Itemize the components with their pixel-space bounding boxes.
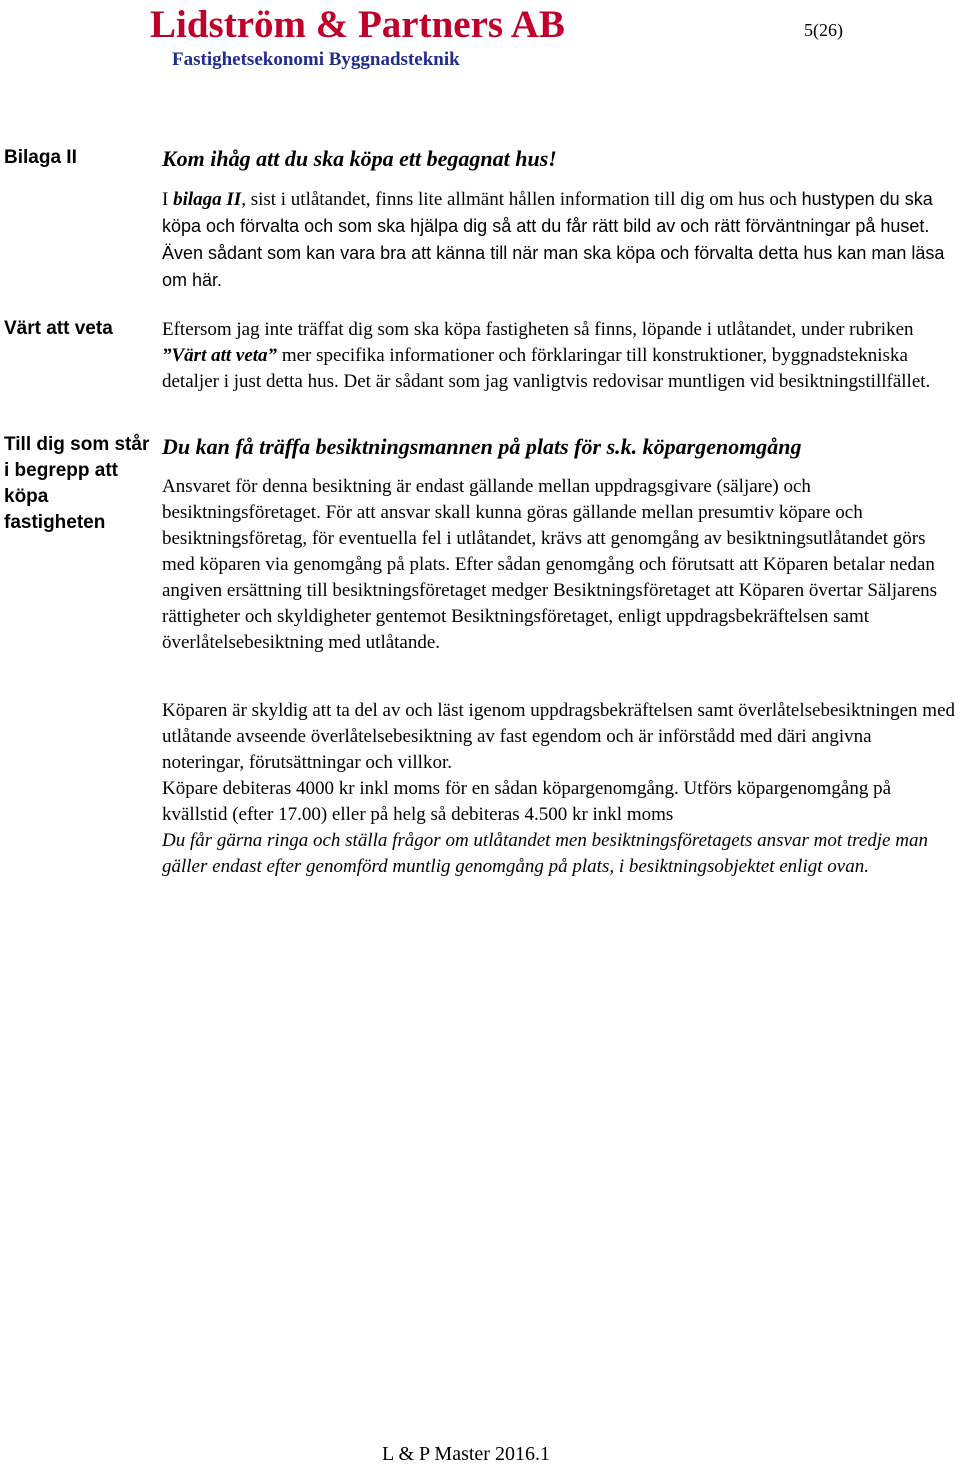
sidebar-label-vart-att-veta: Värt att veta <box>4 318 113 339</box>
paragraph-ansvar <box>162 474 956 656</box>
section-heading-begagnat-hus: Kom ihåg att du ska köpa ett begagnat hus! <box>162 146 557 171</box>
company-name: Lidström & Partners AB <box>150 3 565 46</box>
sidebar-label-till-dig: Till dig som står i begrepp att köpa fastigheten <box>4 434 150 533</box>
footer-master-version: L & P Master 2016.1 <box>382 1443 550 1465</box>
paragraph-ring-fragor: Du får gärna ringa och ställa frågor om utlåtandet men besiktningsföretagets ansvar mot tredje man gäller endast efter genomförd muntlig genomgång på plats, i besiktningsobjektet enligt ovan. <box>162 830 928 877</box>
paragraph-vart-att-veta-post: mer specifika informationer och förklaringar till konstruktioner, byggnadstekniska detaljer i just detta hus. Det är sådant som jag vanligtvis redovisar muntligen vid besiktningstillfället. <box>162 345 931 392</box>
paragraph-ansvar-text: Ansvaret för denna besiktning är endast gällande mellan uppdragsgivare (säljare) och besiktningsföretaget. För att ansvar skall kunna göras gällande mellan presumtiv köpare och besiktningsföretag, för eventuella fel i utlåtandet, krävs att genomgång av besiktningsutlåtandet görs med köparen via genomgång på plats. Efter sådan genomgång och förutsatt att Köparen betalar nedan angiven ersättning till besiktningsföretaget medger Besiktningsföretaget att Köparen övertar Säljarens rättigheter och skyldigheter gentemot Besiktningsföretaget, enligt uppdragsbekräftelsen samt överlåtelsebesiktning med utlåtande. <box>162 476 938 653</box>
paragraph-bilaga-info <box>162 186 956 294</box>
company-tagline: Fastighetsekonomi Byggnadsteknik <box>172 49 460 70</box>
paragraph-vart-att-veta-pre: Eftersom jag inte träffat dig som ska köpa fastigheten så finns, löpande i utlåtandet, under rubriken <box>162 319 914 340</box>
paragraph-kopare-skyldig: Köparen är skyldig att ta del av och läst igenom uppdragsbekräftelsen samt överlåtelsebesiktningen med utlåtande avseende överlåtelsebesiktning av fast egendom och är införstådd med däri angivna noteringar, förutsättningar och villkor. <box>162 700 956 773</box>
paragraph-bilaga-info-mid: , sist i utlåtandet, finns lite allmänt hållen information till dig om hus och <box>241 189 802 210</box>
paragraph-bilaga-info-pre: I <box>162 189 174 210</box>
section-heading-kopargenomgang: Du kan få träffa besiktningsmannen på plats för s.k. köpargenomgång <box>162 434 802 459</box>
bilaga-emphasis: bilaga II <box>173 189 242 210</box>
paragraph-kopare-block <box>162 698 956 880</box>
paragraph-bilaga-info-rest: hustypen du ska köpa och förvalta och som ska hjälpa dig så att du får rätt bild av och rätt förväntningar på huset. Även sådant som kan vara bra att känna till när man ska köpa och förvalta detta hus kan man läsa om här. <box>162 189 945 290</box>
page-number: 5(26) <box>804 20 843 40</box>
vart-att-veta-emphasis: ”Värt att veta” <box>162 345 278 366</box>
paragraph-vart-att-veta <box>162 317 956 395</box>
sidebar-label-bilaga: Bilaga II <box>4 147 77 168</box>
paragraph-kopare-debitering: Köpare debiteras 4000 kr inkl moms för en sådan köpargenomgång. Utförs köpargenomgång på kvällstid (efter 17.00) eller på helg så debiteras 4.500 kr inkl moms <box>162 778 892 825</box>
